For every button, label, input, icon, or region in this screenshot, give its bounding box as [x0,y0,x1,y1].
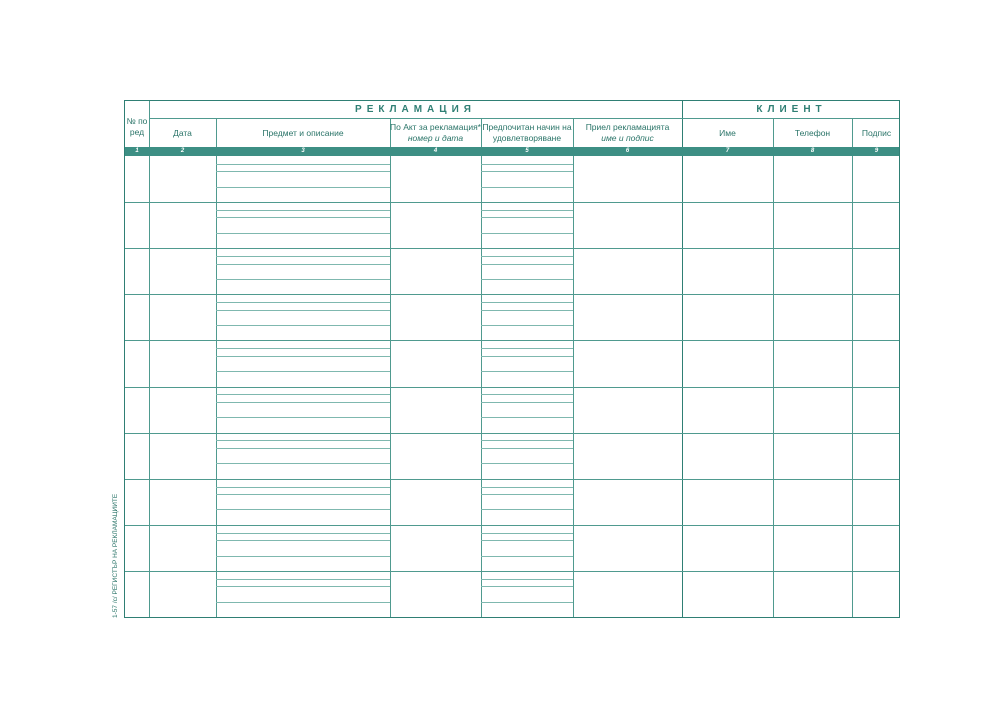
writing-line [481,356,573,357]
column-header-label: № по ред [126,116,148,137]
column-header-label: Телефон [794,127,831,138]
writing-line [481,217,573,218]
row-divider [125,294,899,295]
writing-line [216,487,390,488]
row-divider [125,479,899,480]
writing-line [481,279,573,280]
column-header-label: Приел рекламацията [585,122,670,132]
column-number: 2 [180,148,185,154]
writing-line [216,256,390,257]
writing-line [481,394,573,395]
writing-line [481,602,573,603]
column-header-client-name [682,119,773,147]
writing-line [481,509,573,510]
writing-line [481,210,573,211]
writing-line [216,356,390,357]
row-divider [125,433,899,434]
writing-line [481,579,573,580]
writing-line [216,217,390,218]
column-header-label: Подпис [861,127,892,138]
writing-line [481,417,573,418]
writing-line [216,509,390,510]
writing-line [481,494,573,495]
row-divider [125,248,899,249]
column-header-signature [852,119,901,147]
column-divider [481,118,482,617]
row-divider [125,525,899,526]
writing-line [216,310,390,311]
writing-line [481,325,573,326]
writing-line [216,602,390,603]
writing-line [216,586,390,587]
column-divider [216,118,217,617]
row-divider [125,387,899,388]
column-header-date [149,119,216,147]
writing-line [481,533,573,534]
writing-line [216,233,390,234]
column-number-bar [125,147,899,156]
column-header-phone [773,119,852,147]
column-divider [390,118,391,617]
writing-line [216,402,390,403]
column-header-preferred-method [481,119,573,147]
writing-line [481,233,573,234]
writing-line [481,187,573,188]
column-header-sublabel: име и подпис [601,133,654,143]
writing-line [216,348,390,349]
section-divider [682,101,683,617]
writing-line [216,164,390,165]
writing-line [216,540,390,541]
column-number: 5 [525,148,529,154]
writing-line [216,325,390,326]
row-divider [125,340,899,341]
writing-line [481,448,573,449]
form-code-side-text: 1-57 /с/ РЕГИСТЪР НА РЕКЛАМАЦИИТЕ [112,493,119,618]
column-number: 7 [725,148,730,154]
column-header-label: Предмет и описание [262,127,344,138]
writing-line [481,264,573,265]
writing-line [216,463,390,464]
column-header-accepted-by [573,119,682,147]
writing-line [481,256,573,257]
writing-line [216,417,390,418]
column-header-subject [216,119,390,147]
writing-line [481,164,573,165]
writing-line [216,187,390,188]
writing-line [216,579,390,580]
writing-line [481,463,573,464]
writing-line [216,210,390,211]
writing-line [481,348,573,349]
section-title-complaint: РЕКЛАМАЦИЯ [355,104,476,115]
writing-line [216,448,390,449]
section-title-client: КЛИЕНТ [756,104,827,115]
column-header-act [390,119,481,147]
writing-line [216,440,390,441]
column-number: 9 [874,148,879,154]
writing-line [216,171,390,172]
writing-line [216,279,390,280]
writing-line [481,540,573,541]
writing-line [216,533,390,534]
writing-line [481,586,573,587]
writing-line [216,494,390,495]
row-divider [125,571,899,572]
column-divider [573,118,574,617]
column-header-label: Предпочитан начин на удовлетворяване [482,122,572,143]
column-divider [773,118,774,617]
writing-line [481,302,573,303]
writing-line [216,371,390,372]
column-number: 6 [625,148,630,154]
writing-line [481,487,573,488]
writing-line [481,440,573,441]
column-header-number [125,107,149,147]
writing-line [216,264,390,265]
writing-line [481,402,573,403]
column-number: 8 [810,148,815,154]
column-number: 3 [301,148,305,154]
complaint-register-form [124,100,900,618]
column-header-label: Дата [173,127,192,138]
writing-line [481,371,573,372]
writing-line [216,394,390,395]
column-number: 1 [135,148,139,154]
column-divider [149,101,150,617]
writing-line [216,556,390,557]
column-header-label: Име [719,127,736,138]
column-header-sublabel: номер и дата [407,133,464,143]
column-header-label: По Акт за рекламация* [390,122,481,132]
writing-line [481,556,573,557]
writing-line [481,310,573,311]
writing-line [481,171,573,172]
column-divider [852,118,853,617]
column-number: 4 [433,148,438,154]
row-divider [125,202,899,203]
writing-line [216,302,390,303]
